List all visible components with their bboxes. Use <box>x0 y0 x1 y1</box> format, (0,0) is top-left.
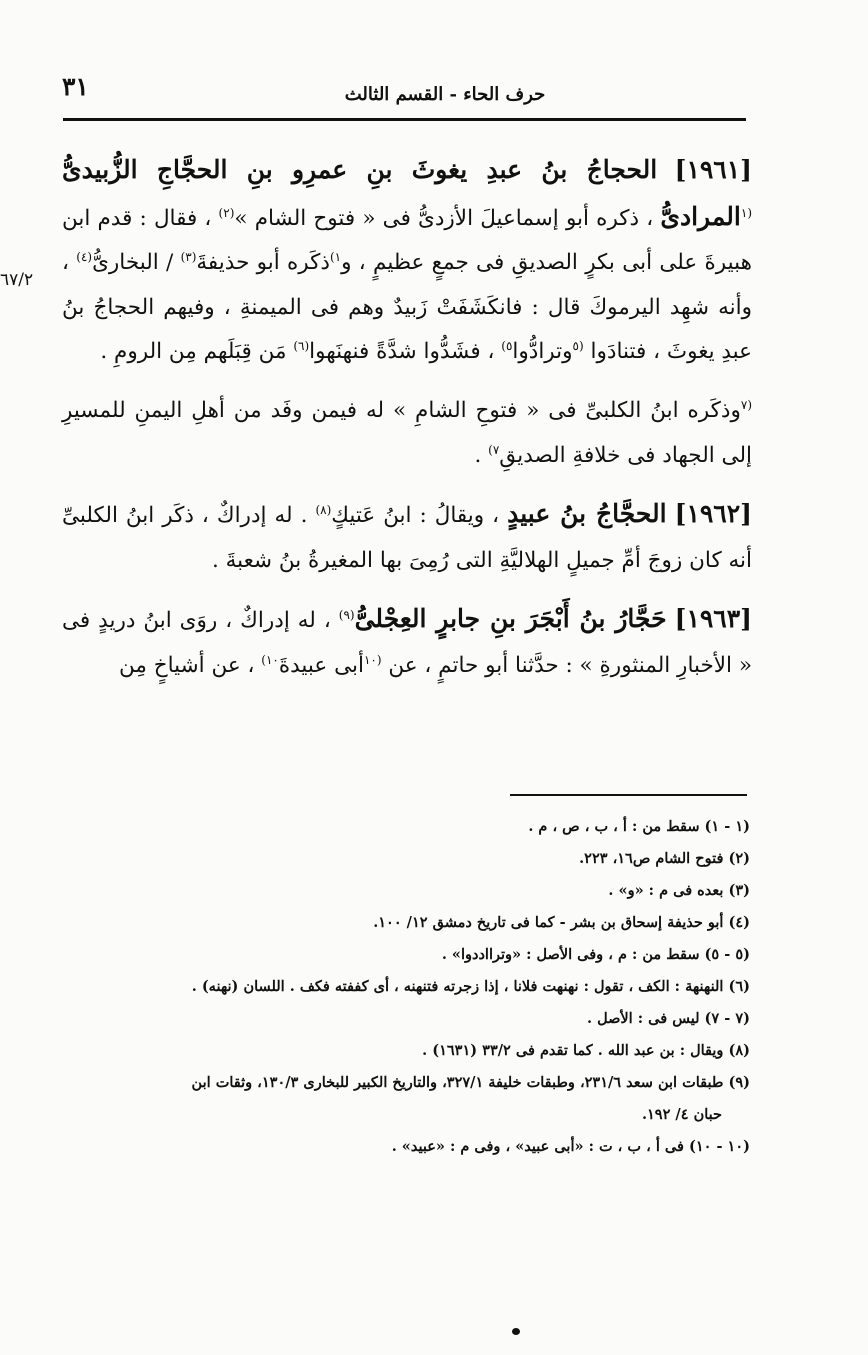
entry-text: ذكَره أبو حذيفةَ <box>196 250 330 276</box>
entry-text: وذكَره ابنُ الكلبىِّ فى « فتوحِ الشامِ » له فيمن وفَد من أهلِ اليمنِ للمسيرِ إلى الجهاد فى خلافةِ الصديقِ <box>62 397 752 468</box>
footnote: (١٠ - ١٠) فى أ ، ب ، ت : «أبى عبيد» ، وفى م : «عبيد» . <box>391 1138 750 1155</box>
footnote-ref: (٩) <box>338 608 355 623</box>
entry-name: الحجاجُ بنُ عبدِ يغوثَ بنِ عمرِو بنِ الحجَّاجِ الزُّبيدىُّ <box>62 155 658 184</box>
footnote: (١ - ١) سقط من : أ ، ب ، ص ، م . <box>528 818 750 835</box>
entry-text: ، فشَدُّوا شدَّةً فنهنَهوا <box>309 339 495 365</box>
entry-1961 <box>62 148 752 375</box>
entry-text: . له إدراكٌ ، ذكَر ابنُ الكلبىِّ أنه كان زوجَ أمِّ جميلٍ الهلاليَّةِ التى رُمِىَ بها المغيرةُ بنُ شعبةَ . <box>62 503 752 573</box>
entry-text: وترادُّوا <box>512 339 573 365</box>
footnote: (٧ - ٧) ليس فى : الأصل . <box>587 1010 750 1027</box>
page-number: ٣١ <box>62 72 89 101</box>
entry-text: أبى عبيدةَ <box>278 652 364 678</box>
header-rule <box>63 118 746 121</box>
footnote-ref: ١٠) <box>261 652 279 667</box>
footnote-ref: (٢) <box>218 205 235 220</box>
footnote-continuation: حبان ٤/ ١٩٢. <box>641 1106 722 1123</box>
footnote-ref: ٥) <box>501 339 513 354</box>
main-text <box>62 148 752 703</box>
footnote: (٥ - ٥) سقط من : م ، وفى الأصل : «وترااددوا» . <box>441 946 750 963</box>
footnote-ref: ٧) <box>488 442 500 457</box>
footnote: (٣) بعده فى م : «و» . <box>608 882 750 899</box>
entry-text: / البخارىُّ <box>92 250 174 276</box>
entry-text: . <box>474 442 482 468</box>
ink-dot <box>512 1328 520 1335</box>
entry-1963 <box>62 597 752 688</box>
entry-number: [١٩٦٣] <box>674 604 752 634</box>
entry-number: [١٩٦١] <box>674 155 752 184</box>
entry-text: ، فقال : قدم ابن هبيرةَ على أبى بكرٍ الصديقِ فى جمعٍ عظيمٍ ، و <box>62 205 752 276</box>
entry-text: ، له إدراكٌ ، روَى ابنُ دريدٍ فى « الأخبارِ المنثورةِ » : حدَّثنا أبو حاتمٍ ، عن <box>62 608 752 678</box>
entry-1961-para-2 <box>62 389 752 478</box>
entry-name: حَجَّارُ بنُ أَبْجَرَ بنِ جابرٍ العِجْلىُّ <box>354 604 667 634</box>
footnote-ref: (١ <box>740 205 752 220</box>
footnote-ref: (٤) <box>76 250 93 265</box>
footnote-ref: (٨) <box>315 503 332 517</box>
entry-name: الحجَّاجُ بنُ عبيدٍ <box>507 499 667 529</box>
footnote: (٤) أبو حذيفة إسحاق بن بشر - كما فى تاريخ دمشق ١٢/ ١٠٠. <box>373 914 750 931</box>
footnote: (٩) طبقات ابن سعد ٢٣١/٦، وطبقات خليفة ٣٢٧/١، والتاريخ الكبير للبخارى ١٣٠/٣، وثقات ابن <box>191 1074 750 1091</box>
entry-1962 <box>62 492 752 583</box>
footnotes <box>64 812 750 1164</box>
footnote-ref: (٣) <box>180 250 197 265</box>
entry-text: ، ذكره أبو إسماعيلَ الأزدىُّ فى « فتوح الشام » <box>234 205 654 231</box>
footnote-ref: (٦) <box>293 339 310 354</box>
footnote-ref: ١) <box>329 250 342 265</box>
entry-name-suffix: المرادىُّ <box>660 201 741 231</box>
entry-text: ، عن أشياخٍ مِن <box>119 652 255 678</box>
footnote: (٦) النهنهة : الكف ، تقول : نهنهت فلانا ، إذا زجرته فتنهنه ، أى كففته فكف . اللسان (نهنه) . <box>191 978 750 995</box>
footnote: (٢) فتوح الشام ص١٦، ٢٢٣. <box>579 850 750 867</box>
running-title: حرف الحاء - القسم الثالث <box>344 84 546 105</box>
footnote-ref: (٥ <box>572 339 584 354</box>
margin-note: ٦٧/٢ <box>0 270 34 290</box>
entry-number: [١٩٦٢] <box>674 499 753 529</box>
footnote: (٨) ويقال : بن عبد الله . كما تقدم فى ٣٣/٢ (١٦٣١) . <box>422 1042 750 1059</box>
entry-text: مَن قِبَلَهم مِن الرومِ . <box>100 339 287 365</box>
footnote-ref: (٧ <box>740 397 752 412</box>
footnote-rule <box>510 794 747 796</box>
footnote-ref: (١٠ <box>363 652 382 667</box>
entry-text: ، وأنه شهِد اليرموكَ قال : فانكَشَفَتْ زَبيدٌ وهم فى الميمنةِ ، وفيهم الحجاجُ بنُ عبدِ يغوثَ ، فتنادَوا <box>62 250 752 365</box>
entry-text: ، ويقالُ : ابنُ عَتيكٍ <box>331 503 500 529</box>
